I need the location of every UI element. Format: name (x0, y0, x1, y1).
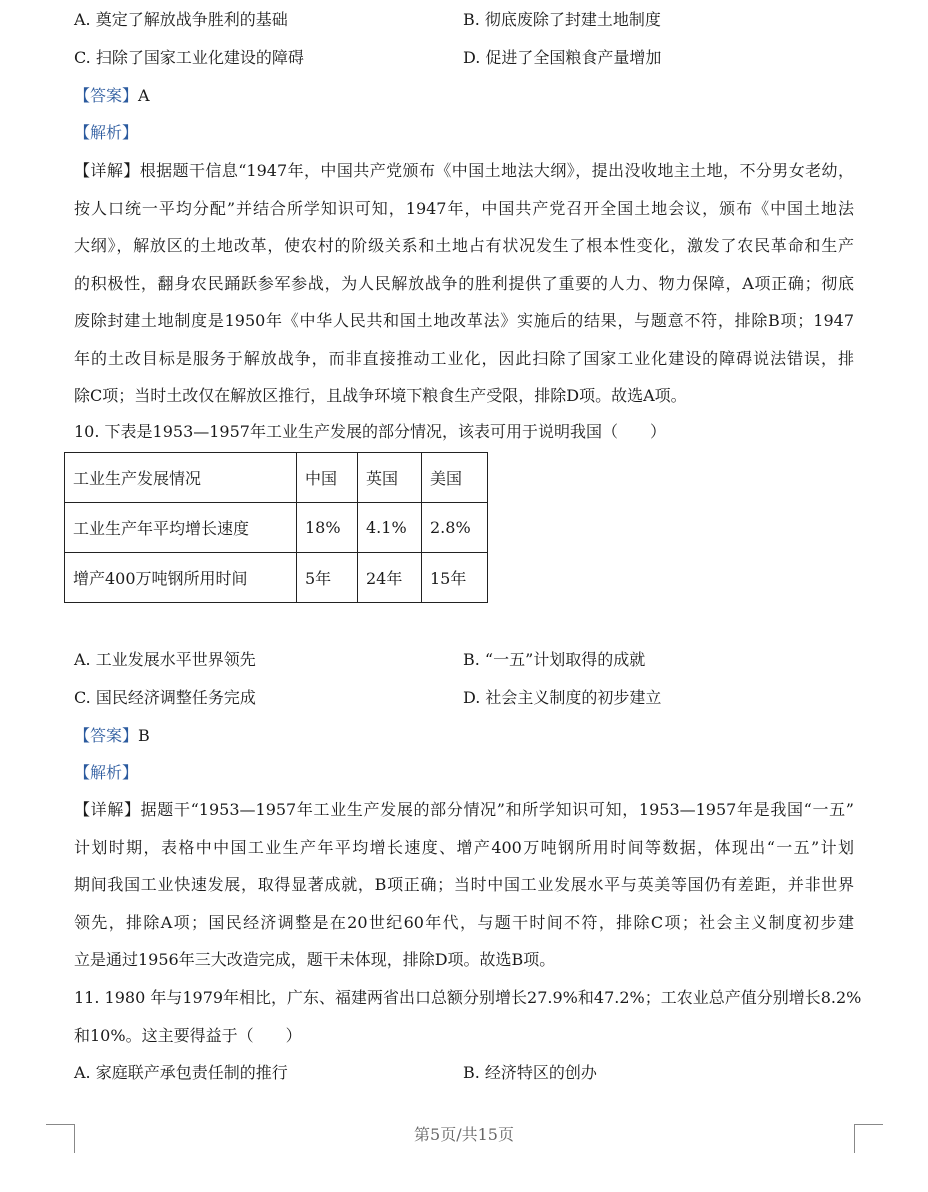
detail-label: 【详解】 (74, 800, 141, 819)
q10-option-b: B. “一五”计划取得的成就 (463, 650, 646, 669)
table-cell: 4.1% (358, 503, 422, 553)
q9-detail (74, 152, 854, 415)
detail-line: 的积极性，翻身农民踊跃参军参战，为人民解放战争的胜利提供了重要的人力、物力保障，A项正确；彻底 (74, 273, 854, 293)
q9-option-b: B. 彻底废除了封建土地制度 (463, 10, 661, 29)
q10-analysis-label: 【解析】 (74, 763, 139, 782)
q11-option-b: B. 经济特区的创办 (463, 1063, 597, 1082)
detail-line: 计划时期，表格中中国工业生产年平均增长速度、增产400万吨钢所用时间等数据，体现出“一五”计划 (74, 837, 854, 857)
table-header-cell: 工业生产发展情况 (65, 453, 297, 503)
table-cell: 工业生产年平均增长速度 (65, 503, 297, 553)
detail-line: 除C项；当时土改仅在解放区推行，且战争环境下粮食生产受限，排除D项。故选A项。 (74, 386, 687, 405)
table-cell: 5年 (297, 553, 358, 603)
table-cell: 增产400万吨钢所用时间 (65, 553, 297, 603)
detail-line: 按人口统一平均分配”并结合所学知识可知，1947年，中国共产党召开全国土地会议，颁布《中国土地法 (74, 198, 854, 218)
table-cell: 15年 (422, 553, 488, 603)
q9-analysis-label: 【解析】 (74, 123, 139, 142)
table-row (65, 503, 488, 553)
detail-line: 年的土改目标是服务于解放战争，而非直接推动工业化，因此扫除了国家工业化建设的障碍说法错误，排 (74, 348, 854, 368)
answer-label: 【答案】 (74, 726, 139, 745)
detail-line: 【详解】据题干“1953—1957年工业生产发展的部分情况”和所学知识可知，1953—1957年是我国“一五” (74, 800, 854, 819)
q10-detail (74, 791, 854, 979)
q9-option-c: C. 扫除了国家工业化建设的障碍 (74, 48, 304, 67)
q11-stem (74, 979, 862, 1054)
q10-table (64, 452, 488, 603)
q10-option-a: A. 工业发展水平世界领先 (74, 650, 256, 669)
detail-line: 【详解】根据题干信息“1947年，中国共产党颁布《中国土地法大纲》，提出没收地主土地，不分男女老幼， (74, 161, 854, 180)
detail-line: 领先，排除A项；国民经济调整是在20世纪60年代，与题干时间不符，排除C项；社会主义制度初步建 (74, 912, 854, 932)
table-cell: 24年 (358, 553, 422, 603)
answer-value: A (138, 86, 150, 105)
q10-option-c: C. 国民经济调整任务完成 (74, 688, 256, 707)
page-footer: 第5页/共15页 (414, 1125, 514, 1144)
q10-option-d: D. 社会主义制度的初步建立 (463, 688, 662, 707)
q9-option-d: D. 促进了全国粮食产量增加 (463, 48, 662, 67)
q10-answer (74, 726, 150, 746)
table-row (65, 553, 488, 603)
table-header-cell: 中国 (297, 453, 358, 503)
table-header-cell: 美国 (422, 453, 488, 503)
detail-line: 大纲》，解放区的土地改革，使农村的阶级关系和土地占有状况发生了根本性变化，激发了农民革命和生产 (74, 236, 854, 255)
answer-value: B (138, 726, 150, 745)
detail-line: 期间我国工业快速发展，取得显著成就，B项正确；当时中国工业发展水平与英美等国仍有差距，并非世界 (74, 875, 854, 894)
answer-label: 【答案】 (74, 86, 139, 105)
q11-option-a: A. 家庭联产承包责任制的推行 (74, 1063, 288, 1082)
q10-stem: 10. 下表是1953—1957年工业生产发展的部分情况，该表可用于说明我国（ ） (74, 422, 666, 441)
table-cell: 2.8% (422, 503, 488, 553)
detail-line: 立是通过1956年三大改造完成，题干未体现，排除D项。故选B项。 (74, 950, 556, 969)
q9-option-a: A. 奠定了解放战争胜利的基础 (74, 10, 288, 29)
detail-line: 废除封建土地制度是1950年《中华人民共和国土地改革法》实施后的结果，与题意不符，排除B项；1947 (74, 311, 854, 330)
q9-answer (74, 86, 150, 106)
stem-line: 11. 1980 年与1979年相比，广东、福建两省出口总额分别增长27.9%和47.2%；工农业总产值分别增长8.2% (74, 988, 862, 1007)
table-header-cell: 英国 (358, 453, 422, 503)
table-cell: 18% (297, 503, 358, 553)
stem-line: 和10%。这主要得益于（ ） (74, 1025, 302, 1045)
detail-label: 【详解】 (74, 161, 140, 180)
table-header-row (65, 453, 488, 503)
